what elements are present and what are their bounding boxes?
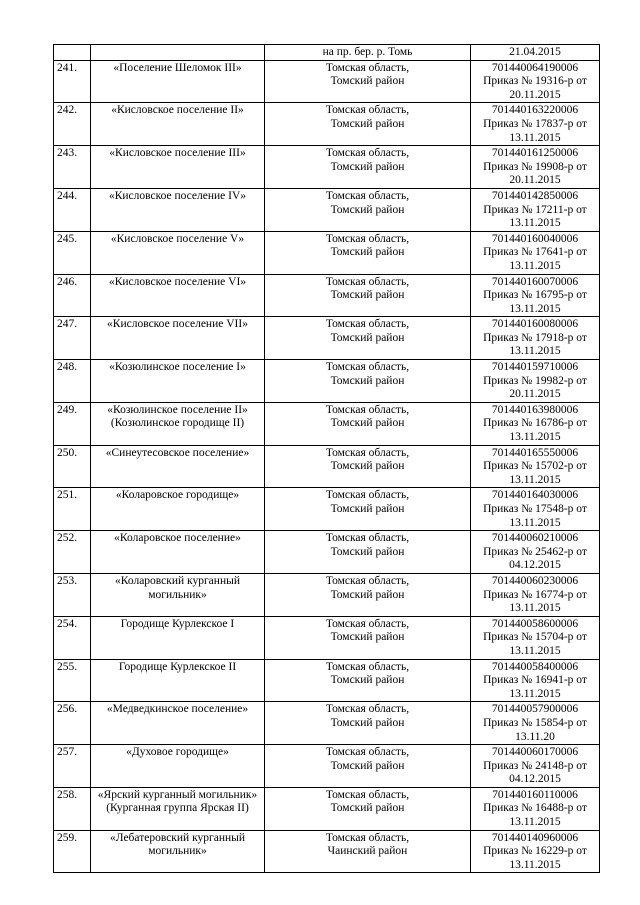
object-name [91,103,265,146]
registry-document [471,488,600,531]
registry-document-line: 701440140960006 [491,831,579,844]
object-location-line: Томский район [330,289,405,302]
registry-document-line: 701440064190006 [491,61,579,74]
object-location-line: Томский район [330,503,405,515]
registry-document-line: 13.11.2015 [509,858,561,871]
object-location-line: Томский район [330,160,405,173]
object-name-line: «Козюлинское поселение I» [109,361,246,374]
registry-document-line: Приказ № 19982-р от [483,374,587,387]
object-name [91,830,265,873]
registry-document-line: Приказ № 15704-р от [483,631,587,644]
registry-document-line: 701440160080006 [491,318,579,331]
object-name-line: «Коларовский курганный [115,574,240,587]
row-number: 245. [54,231,91,274]
object-location-line: Томский район [330,331,405,344]
registry-document [471,573,600,616]
object-location-line: Томская область, [325,318,410,331]
object-location-line: Томский район [330,631,405,644]
object-name [91,360,265,403]
object-name-line: (Козюлинское городище II) [110,417,245,430]
registry-document [471,360,600,403]
registry-document [471,188,600,231]
object-location [265,830,471,873]
registry-document-line: Приказ № 17837-р от [483,117,587,130]
registry-document-line: Приказ № 17211-р от [483,203,587,216]
table-row [54,231,600,274]
object-name-line: «Кисловское поселение II» [111,104,244,117]
registry-document [471,745,600,788]
object-location-line: Томский район [330,117,405,130]
registry-document-line: Приказ № 17548-р от [483,503,587,515]
object-location [265,488,471,531]
table-row [54,488,600,531]
table-row [54,445,600,488]
registry-document-line: 701440164030006 [491,489,579,502]
table-row [54,787,600,830]
object-location-line: Томская область, [325,61,410,74]
table-row [54,146,600,189]
object-location-line: Чаинский район [327,845,408,858]
object-location [265,231,471,274]
object-location [265,659,471,702]
object-name-line: «Поселение Шеломок III» [113,61,242,74]
registry-document-line: Приказ № 16795-р от [483,289,587,302]
registry-document-line: Приказ № 16941-р от [483,674,587,687]
registry-document-line: 701440142850006 [491,189,579,202]
object-location-line: Томская область, [325,232,410,245]
row-number: 257. [54,745,91,788]
object-name-line: «Медведкинское поселение» [106,703,249,716]
registry-document-line: 13.11.2015 [509,431,561,444]
registry-document-line: 13.11.2015 [509,345,561,358]
registry-document-line: 13.11.2015 [509,644,561,657]
object-location-line: Томский район [330,674,405,687]
object-name [91,745,265,788]
row-number: 246. [54,274,91,317]
registry-document-line: 701440060230006 [491,574,579,587]
table-row [54,702,600,745]
object-location [265,188,471,231]
object-location [265,531,471,574]
object-location-line: Томская область, [325,617,410,630]
row-number: 251. [54,488,91,531]
object-name [91,659,265,702]
registry-document-line: 701440160040006 [491,232,579,245]
object-location-line: Томская область, [325,361,410,374]
registry-document-line: 701440163220006 [491,104,579,117]
object-location-line: Томский район [330,545,405,558]
registry-document-line: 701440159710006 [491,361,579,374]
registry-document-line: 13.11.2015 [509,687,561,700]
object-name [91,531,265,574]
registry-document [471,274,600,317]
object-location-line: Томский район [330,759,405,772]
object-name-line: «Ярский курганный могильник» [97,788,258,801]
registry-document-line: Приказ № 16774-р от [483,588,587,601]
object-location [265,360,471,403]
object-name-line: могильник» [148,845,207,858]
object-name [91,702,265,745]
object-location [265,787,471,830]
object-location-line: Томская область, [325,746,410,759]
registry-document-line: 13.11.20 [515,730,555,743]
object-location-line: Томский район [330,374,405,387]
object-name [91,445,265,488]
registry-document-line: 04.12.2015 [509,773,561,786]
registry-document-line: 701440060170006 [491,746,579,759]
object-location-line: Томская область, [325,532,410,545]
table-row [54,616,600,659]
object-name-line: «Кисловское поселение V» [110,232,245,245]
object-location-line: Томская область, [325,275,410,288]
row-number: 255. [54,659,91,702]
registry-document-line: 13.11.2015 [509,259,561,272]
table-row [54,830,600,873]
object-location-line: Томский район [330,716,405,729]
row-number: 247. [54,317,91,360]
registry-document-line: Приказ № 17918-р от [483,331,587,344]
heritage-registry-table [53,44,600,873]
object-name [91,616,265,659]
object-location [265,445,471,488]
object-location [265,402,471,445]
object-location-line: Томская область, [325,403,410,416]
object-name-line: «Кисловское поселение IV» [108,189,247,202]
object-location [265,274,471,317]
registry-document [471,830,600,873]
object-name-line: «Лебатеровский курганный [109,831,246,844]
row-number: 243. [54,146,91,189]
object-name-line: Городище Курлекское I [120,617,235,630]
object-name-line: «Синеутесовское поселение» [105,446,250,459]
object-location-line: Томская область, [325,703,410,716]
table-row [54,659,600,702]
table-row [54,402,600,445]
registry-document-line: Приказ № 15702-р от [483,460,587,473]
table-row [54,60,600,103]
table-row [54,317,600,360]
object-name [91,787,265,830]
object-location [265,702,471,745]
table-row [54,188,600,231]
registry-document-line: Приказ № 19908-р от [483,160,587,173]
row-number: 241. [54,60,91,103]
registry-document-line: 20.11.2015 [509,88,561,101]
registry-document-line: 20.11.2015 [509,174,561,187]
registry-document-line: 701440165550006 [491,446,579,459]
object-name-line: «Козюлинское поселение II» [107,403,248,416]
object-name-line: «Коларовское поселение» [114,532,241,545]
object-location-line: Томская область, [325,189,410,202]
registry-table-body [54,45,600,873]
object-name [91,231,265,274]
object-location-line: Томская область, [325,147,410,160]
row-number: 259. [54,830,91,873]
object-location [265,573,471,616]
object-location: на пр. бер. р. Томь [265,45,471,61]
row-number: 256. [54,702,91,745]
registry-document-line: 13.11.2015 [509,516,561,529]
object-location [265,317,471,360]
object-location [265,616,471,659]
object-location [265,60,471,103]
table-row-continued [54,45,600,61]
object-name-line: «Коларовское городище» [115,489,240,502]
registry-document-line: 701440161250006 [491,147,579,160]
registry-document-line: 701440058600006 [491,617,579,630]
object-name [91,573,265,616]
registry-document-line: Приказ № 17641-р от [483,246,587,259]
registry-document-line: 13.11.2015 [509,302,561,315]
registry-document [471,146,600,189]
registry-document [471,103,600,146]
table-row [54,531,600,574]
registry-document: 21.04.2015 [471,45,600,61]
registry-document-line: 701440160070006 [491,275,579,288]
registry-document-line: Приказ № 25462-р от [483,545,587,558]
registry-document-line: 13.11.2015 [509,816,561,829]
object-name-line: «Кисловское поселение VI» [108,275,247,288]
registry-document [471,702,600,745]
object-location-line: Томский район [330,588,405,601]
object-location-line: Томская область, [325,446,410,459]
table-row [54,360,600,403]
object-location-line: Томская область, [325,574,410,587]
object-name [91,60,265,103]
registry-document [471,531,600,574]
object-location-line: Томская область, [325,104,410,117]
registry-document-line: 701440163980006 [491,403,579,416]
row-number [54,45,91,61]
registry-document [471,402,600,445]
row-number: 248. [54,360,91,403]
row-number: 244. [54,188,91,231]
row-number: 253. [54,573,91,616]
object-location-line: Томская область, [325,788,410,801]
registry-document [471,231,600,274]
registry-document [471,317,600,360]
object-location-line: Томский район [330,203,405,216]
registry-document-line: 13.11.2015 [509,602,561,615]
object-name-line: (Курганная группа Ярская II) [106,802,249,815]
object-name-line: «Кисловское поселение VII» [107,318,248,331]
registry-document [471,659,600,702]
object-location-line: Томский район [330,460,405,473]
registry-document-line: 701440060210006 [491,532,579,545]
registry-document-line: Приказ № 16488-р от [483,802,587,815]
object-name-line: Городище Курлекское II [118,660,237,673]
object-location-line: Томский район [330,246,405,259]
object-location [265,103,471,146]
registry-document-line: Приказ № 15854-р от [483,716,587,729]
object-name [91,402,265,445]
registry-document-line: 13.11.2015 [509,131,561,144]
object-location-line: Томская область, [325,660,410,673]
table-row [54,103,600,146]
registry-document [471,787,600,830]
object-name [91,274,265,317]
object-name-line: «Духовое городище» [126,746,229,759]
row-number: 252. [54,531,91,574]
object-name [91,488,265,531]
row-number: 242. [54,103,91,146]
object-location-line: Томский район [330,802,405,815]
object-location-line: Томская область, [325,489,410,502]
registry-document-line: 20.11.2015 [509,388,561,401]
registry-document-line: 701440057900006 [491,703,579,716]
registry-document-line: 13.11.2015 [509,217,561,230]
table-row [54,274,600,317]
registry-document-line: Приказ № 16229-р от [483,845,587,858]
registry-document [471,60,600,103]
object-location [265,146,471,189]
registry-document [471,445,600,488]
object-location-line: Томский район [330,417,405,430]
registry-document-line: Приказ № 19316-р от [483,75,587,88]
object-name-line: «Кисловское поселение III» [109,147,246,160]
object-location-line: Томская область, [325,831,410,844]
row-number: 258. [54,787,91,830]
registry-document-line: 701440160110006 [492,788,578,801]
object-name [91,188,265,231]
registry-document-line: Приказ № 24148-р от [483,759,587,772]
object-location-line: Томский район [330,75,405,88]
object-name-line: могильник» [148,588,207,601]
registry-document [471,616,600,659]
row-number: 250. [54,445,91,488]
registry-document-line: 701440058400006 [491,660,579,673]
object-name [91,146,265,189]
object-name [91,45,265,61]
row-number: 254. [54,616,91,659]
registry-document-line: 04.12.2015 [509,559,561,572]
table-row [54,573,600,616]
row-number: 249. [54,402,91,445]
registry-document-line: 13.11.2015 [509,473,561,486]
object-location [265,745,471,788]
object-name [91,317,265,360]
table-row [54,745,600,788]
registry-document-line: Приказ № 16786-р от [483,417,587,430]
